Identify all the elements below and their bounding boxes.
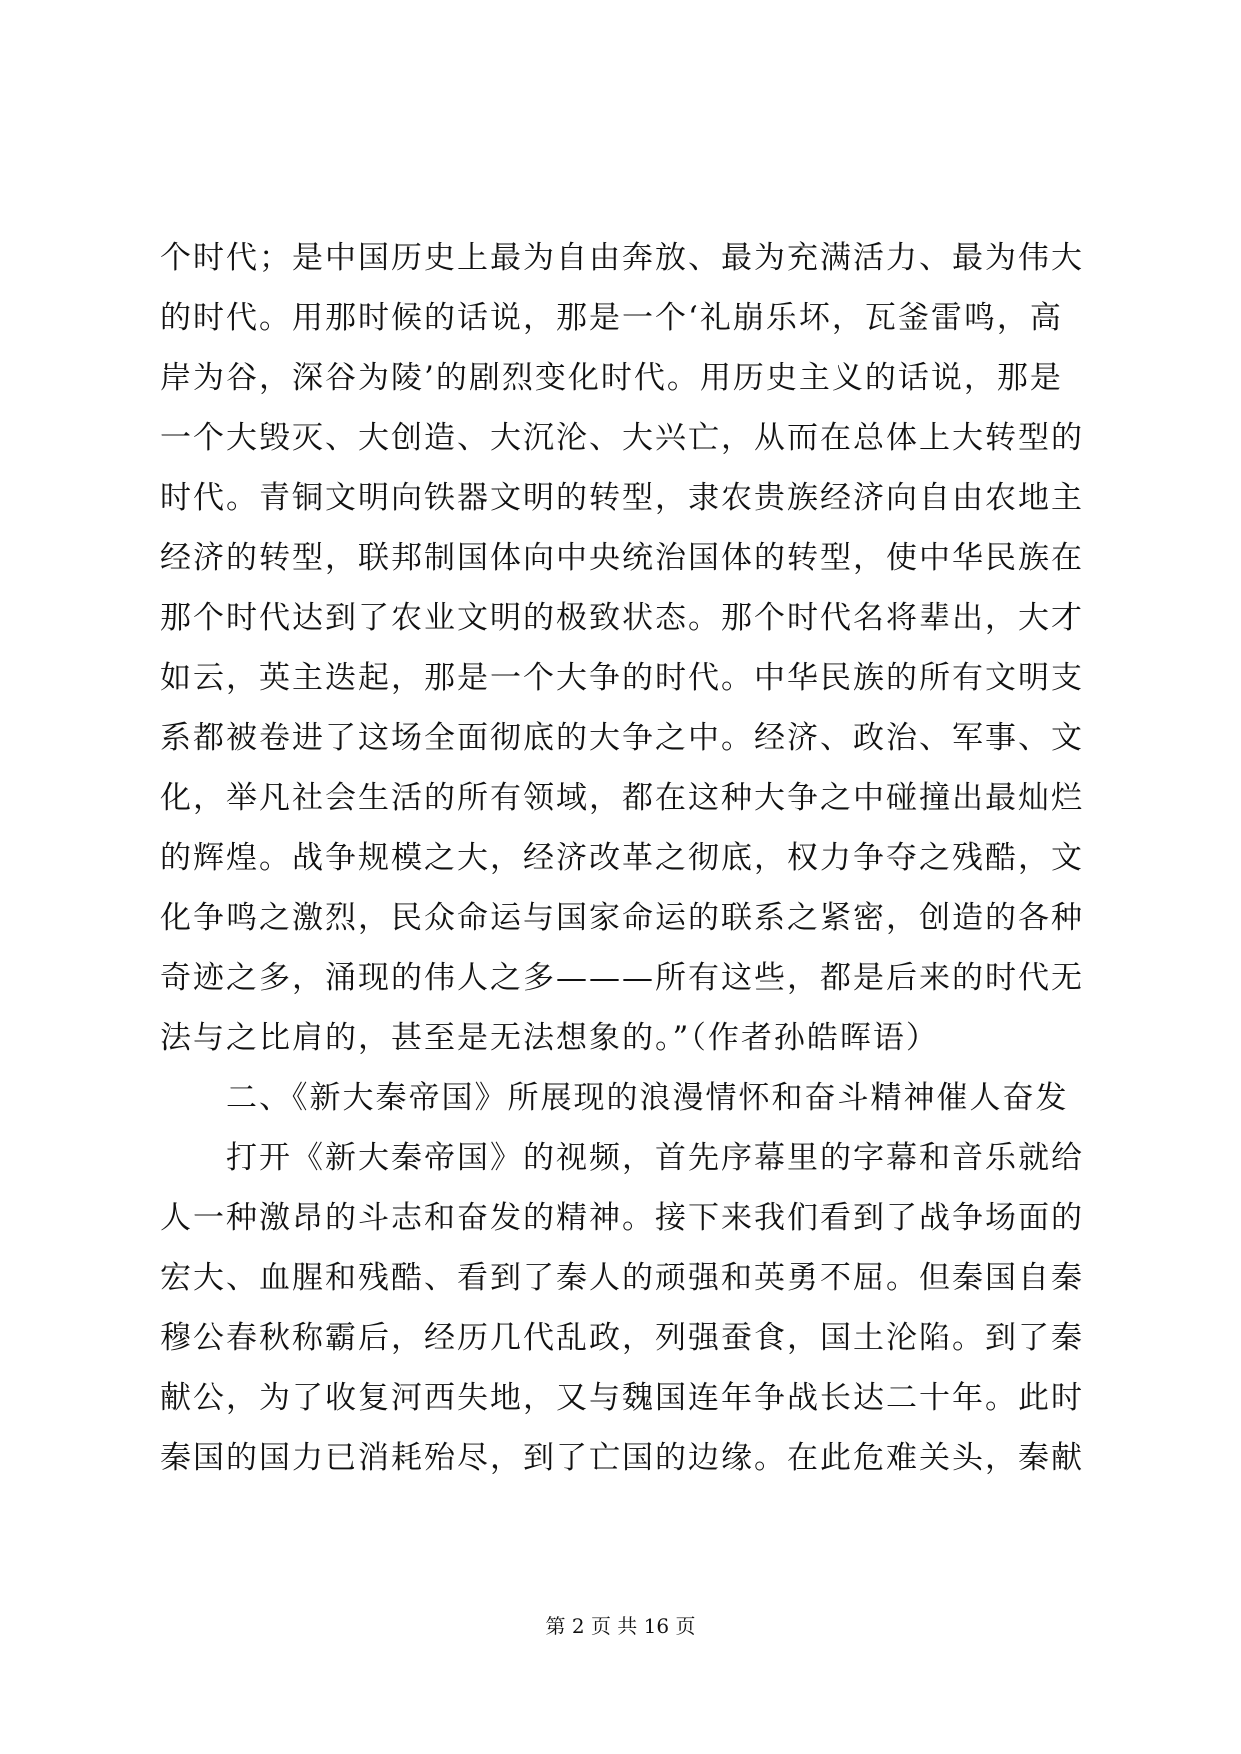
text-line: 系都被卷进了这场全面彻底的大争之中。经济、政治、军事、文 — [160, 720, 1084, 756]
text-line: 如云，英主迭起，那是一个大争的时代。中华民族的所有文明支 — [160, 660, 1084, 696]
section-heading: 二、《新大秦帝国》所展现的浪漫情怀和奋斗精神催人奋发 — [160, 1080, 1069, 1116]
page-footer: 第 2 页 共 16 页 — [545, 1614, 696, 1638]
text-line: 化，举凡社会生活的所有领域，都在这种大争之中碰撞出最灿烂 — [160, 780, 1084, 816]
text-line: 时代。青铜文明向铁器文明的转型，隶农贵族经济向自由农地主 — [160, 480, 1084, 516]
text-line: 的时代。用那时候的话说，那是一个‘礼崩乐坏，瓦釜雷鸣，高 — [160, 300, 1063, 336]
text-line: 献公，为了收复河西失地，又与魏国连年争战长达二十年。此时 — [160, 1380, 1084, 1416]
text-line: 化争鸣之激烈，民众命运与国家命运的联系之紧密，创造的各种 — [160, 900, 1084, 936]
text-line: 的辉煌。战争规模之大，经济改革之彻底，权力争夺之残酷，文 — [160, 840, 1084, 876]
text-line: 经济的转型，联邦制国体向中央统治国体的转型，使中华民族在 — [160, 540, 1084, 576]
text-line: 一个大毁灭、大创造、大沉沦、大兴亡，从而在总体上大转型的 — [160, 420, 1084, 456]
text-line: 奇迹之多，涌现的伟人之多———所有这些，都是后来的时代无 — [160, 960, 1084, 996]
text-line: 打开《新大秦帝国》的视频，首先序幕里的字幕和音乐就给 — [160, 1140, 1084, 1176]
text-line: 岸为谷，深谷为陵’的剧烈变化时代。用历史主义的话说，那是 — [160, 360, 1063, 396]
text-line: 个时代；是中国历史上最为自由奔放、最为充满活力、最为伟大 — [160, 240, 1084, 276]
text-line: 穆公春秋称霸后，经历几代乱政，列强蚕食，国土沦陷。到了秦 — [160, 1320, 1084, 1356]
text-line: 人一种激昂的斗志和奋发的精神。接下来我们看到了战争场面的 — [160, 1200, 1084, 1236]
body-text — [160, 228, 1090, 1488]
text-line: 法与之比肩的，甚至是无法想象的。”（作者孙皓晖语） — [160, 1020, 939, 1056]
text-line: 秦国的国力已消耗殆尽，到了亡国的边缘。在此危难关头，秦献 — [160, 1440, 1084, 1476]
text-line: 宏大、血腥和残酷、看到了秦人的顽强和英勇不屈。但秦国自秦 — [160, 1260, 1084, 1296]
text-line: 那个时代达到了农业文明的极致状态。那个时代名将辈出，大才 — [160, 600, 1084, 636]
